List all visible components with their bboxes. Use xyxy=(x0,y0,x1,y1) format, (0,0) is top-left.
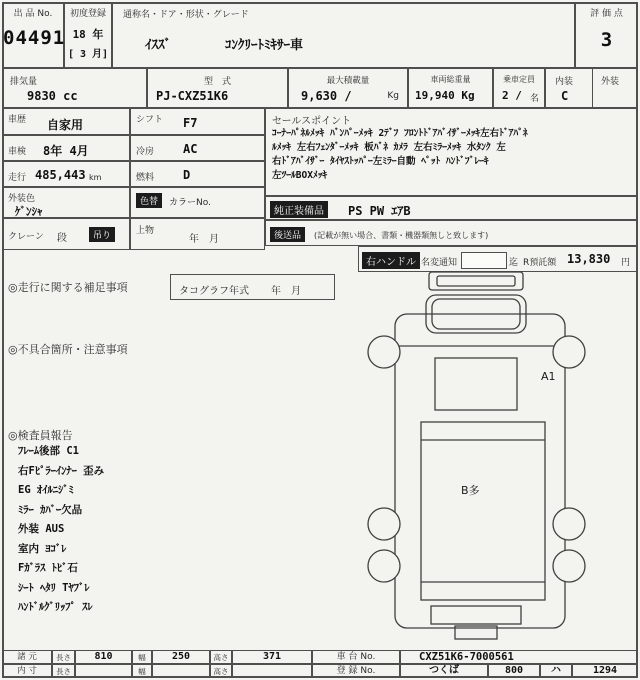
tachograph-label: タコグラフ年式 xyxy=(179,286,249,297)
inner-width-label: 幅 xyxy=(138,667,146,676)
shift-cell xyxy=(130,108,265,135)
dims-height-cell xyxy=(232,650,312,664)
rear-left-wheel xyxy=(368,550,400,582)
registration-no-label: 登 録 No. xyxy=(336,666,376,676)
first-registration-month: [ 3 月] xyxy=(67,49,109,60)
first-registration-label: 初度登録 xyxy=(69,9,106,19)
dims-length-label-cell xyxy=(52,650,75,664)
first-registration-cell xyxy=(64,2,112,68)
cooling-cell xyxy=(130,135,265,161)
capacity-value: 2 / xyxy=(502,89,522,102)
inner-length-label-cell xyxy=(52,664,75,678)
front-left-wheel xyxy=(368,336,400,368)
upper-body-label: 上物 xyxy=(136,226,155,236)
rear-bumper-shape xyxy=(431,606,521,624)
vehicle-diagram xyxy=(355,262,635,647)
inspection-value: 8年 4月 xyxy=(43,144,89,158)
gross-weight-label: 車両総重量 xyxy=(430,75,471,84)
crane-label: クレーン xyxy=(8,232,44,242)
dims-width-label-cell xyxy=(132,650,152,664)
inspector-report-item: 室内 ﾖｺﾞﾚ xyxy=(18,542,67,555)
mileage-unit: km xyxy=(89,173,102,182)
capacity-label: 乗車定員 xyxy=(503,75,535,84)
exterior-grade-label: 外装 xyxy=(601,77,620,87)
oem-equipment-value: PS PW ｴｱB xyxy=(348,204,411,218)
damage-annotation-b: B多 xyxy=(461,484,480,497)
registration-label-cell xyxy=(312,664,400,678)
length-label: 長さ xyxy=(56,653,71,662)
registration-area: つくば xyxy=(429,665,459,676)
displacement-cell xyxy=(2,68,147,108)
model-code-cell xyxy=(147,68,288,108)
cooling-value: AC xyxy=(183,142,198,156)
inner-height-label: 高さ xyxy=(213,667,229,676)
chassis-label-cell xyxy=(312,650,400,664)
body-color-cell xyxy=(2,187,130,218)
exhibit-no-cell xyxy=(2,2,64,68)
max-load-label: 最大積載量 xyxy=(326,76,370,86)
later-items-note: (記載が無い場合、書類・機器類無しと致します) xyxy=(314,231,489,240)
fuel-value: D xyxy=(183,168,191,182)
crane-tsuri-badge: 吊り xyxy=(89,227,115,242)
inspector-report-item: 外装 AUS xyxy=(18,523,65,535)
grade-cell xyxy=(545,68,638,108)
oem-equipment-badge: 純正装備品 xyxy=(270,201,328,218)
equipment-deck-shape xyxy=(435,358,517,410)
sales-point-line: ｺｰﾅｰﾊﾟﾈﾙﾒｯｷ ﾊﾞﾝﾊﾟｰﾒｯｷ 2ﾃﾞﾌ ﾌﾛﾝﾄﾄﾞｱﾊﾞｲｻﾞｰﾒｯｷ左右ﾄﾞｱﾊﾟﾈ xyxy=(272,128,528,139)
rear-left-wheel xyxy=(368,508,400,540)
registration-area-cell xyxy=(400,664,488,678)
first-registration-year: 18 年 xyxy=(72,28,104,41)
history-cell xyxy=(2,108,130,135)
inner-length-cell xyxy=(75,664,132,678)
inspector-heading: ◎検査員報告 xyxy=(8,429,73,442)
vehicle-model-name: ｺﾝｸﾘｰﾄﾐｷｻｰ車 xyxy=(225,38,304,53)
yen-label: 円 xyxy=(621,258,631,268)
inspector-report-list xyxy=(18,442,104,618)
inspector-report-item: Fｶﾞﾗｽ ﾄﾋﾞ石 xyxy=(18,562,78,574)
exhibit-no-value: 04491 xyxy=(3,27,66,49)
sales-point-label: セールスポイント xyxy=(272,116,352,127)
shift-label: シフト xyxy=(136,115,164,125)
crane-cell xyxy=(2,218,130,250)
registration-class: 800 xyxy=(504,665,524,676)
dims-height-label-cell xyxy=(210,650,232,664)
registration-number-cell xyxy=(572,664,638,678)
registration-number: 1294 xyxy=(592,665,618,676)
mileage-cell xyxy=(2,161,130,187)
height-value: 371 xyxy=(262,651,282,662)
mileage-label: 走行 xyxy=(8,173,27,183)
front-bumper-shape xyxy=(429,272,523,290)
inner-width-label-cell xyxy=(132,664,152,678)
upper-body-cell xyxy=(130,218,265,250)
chassis-no-label: 車 台 No. xyxy=(336,652,376,662)
exhibit-no-label: 出 品 No. xyxy=(13,9,53,19)
until-label: 迄 xyxy=(509,258,519,268)
inner-dims-cell xyxy=(2,664,52,678)
defects-heading: ◎不具合箇所・注意事項 xyxy=(8,343,128,356)
vehicle-name-cell xyxy=(112,2,575,68)
inspector-report-item: EG ｵｲﾙﾆｼﾞﾐ xyxy=(18,484,74,496)
color-change-badge: 色替 xyxy=(136,193,162,208)
displacement-label: 排気量 xyxy=(10,77,38,87)
history-value: 自家用 xyxy=(47,118,84,132)
inspector-report-item: 右Fﾋﾟﾗｰｲﾝﾅｰ 歪み xyxy=(18,464,105,477)
sales-point-text xyxy=(272,127,633,183)
cooling-label: 冷房 xyxy=(136,147,155,157)
inner-height-cell xyxy=(232,664,312,678)
history-label: 車歴 xyxy=(8,115,27,125)
right-handle-badge: 右ハンドル xyxy=(362,252,420,269)
rear-right-wheel xyxy=(553,550,585,582)
name-change-label: 名変通知 xyxy=(421,258,458,268)
grade-divider xyxy=(592,69,593,107)
dims-length-cell xyxy=(75,650,132,664)
body-color-label: 外装色 xyxy=(8,194,36,204)
inner-height-label-cell xyxy=(210,664,232,678)
inspector-report-item: ｼｰﾄ ﾍﾀﾘ Tﾔﾌﾞﾚ xyxy=(18,581,90,594)
max-load-unit: Kg xyxy=(387,91,399,101)
gross-weight-cell xyxy=(408,68,493,108)
vehicle-name-label: 通称名・ドア・形状・グレード xyxy=(123,10,249,20)
body-color-value: ｹﾞﾝｼｬ xyxy=(15,205,43,218)
later-items-badge: 後送品 xyxy=(270,227,305,242)
inspection-cell xyxy=(2,135,130,161)
dims-cell xyxy=(2,650,52,664)
later-items-cell xyxy=(265,220,638,246)
interior-grade-label: 内装 xyxy=(555,77,574,87)
inner-width-cell xyxy=(152,664,210,678)
mileage-value: 485,443 xyxy=(35,168,86,182)
registration-kana-cell xyxy=(540,664,572,678)
model-code-label: 型 式 xyxy=(203,77,231,87)
inspection-label: 車検 xyxy=(8,147,27,157)
oem-equipment-cell xyxy=(265,196,638,220)
interior-grade-value: C xyxy=(561,89,569,103)
fuel-cell xyxy=(130,161,265,187)
sales-point-cell xyxy=(265,108,638,196)
capacity-cell xyxy=(493,68,545,108)
inspector-report-item: ﾊﾝﾄﾞﾙｸﾞﾘｯﾌﾟ ｽﾚ xyxy=(18,601,93,613)
damage-annotation-a: A1 xyxy=(541,370,556,383)
vehicle-maker: ｲｽｽﾞ xyxy=(145,38,171,53)
gross-weight-value: 19,940 Kg xyxy=(415,89,475,102)
mileage-note-heading: ◎走行に関する補足事項 xyxy=(8,281,128,294)
capacity-unit: 名 xyxy=(529,94,539,104)
chassis-value-cell xyxy=(400,650,638,664)
fuel-label: 燃料 xyxy=(136,173,155,183)
inspector-report-item: ﾌﾚｰﾑ後部 C1 xyxy=(18,445,79,457)
sales-point-line: ﾙﾒｯｷ 左右ﾌｪﾝﾀﾞｰﾒｯｷ 板ﾊﾞﾈ ｶﾒﾗ 左右ﾐﾗｰﾒｯｷ 水ﾀﾝｸ 左 xyxy=(272,142,506,153)
evaluation-cell xyxy=(575,2,638,68)
tachograph-value: 年 月 xyxy=(271,286,301,297)
mixer-drum-shape xyxy=(421,422,545,600)
max-load-value: 9,630 / xyxy=(301,89,352,103)
deposit-value: 13,830 xyxy=(567,252,611,266)
inner-dims-label: 内 寸 xyxy=(17,666,37,676)
evaluation-score: 3 xyxy=(600,29,613,51)
sales-point-line: 左ﾂｰﾙBOXﾒｯｷ xyxy=(272,170,328,181)
inspector-report-item: ﾐﾗｰ ｶﾊﾞｰ欠品 xyxy=(18,503,83,516)
upper-body-value: 年 月 xyxy=(189,234,219,245)
registration-kana: ハ xyxy=(551,665,561,676)
registration-class-cell xyxy=(488,664,540,678)
length-value: 810 xyxy=(94,651,113,662)
inner-length-label: 長さ xyxy=(56,667,71,676)
dims-label: 諸 元 xyxy=(17,652,37,662)
max-load-cell xyxy=(288,68,408,108)
height-label: 高さ xyxy=(213,653,229,662)
deposit-label: R預託額 xyxy=(523,258,557,268)
displacement-value: 9830 cc xyxy=(27,89,78,103)
evaluation-label: 評 価 点 xyxy=(590,9,623,19)
color-change-cell xyxy=(130,187,265,218)
dims-width-cell xyxy=(152,650,210,664)
shift-value: F7 xyxy=(183,116,198,130)
model-code-value: PJ-CXZ51K6 xyxy=(156,89,229,103)
width-label: 幅 xyxy=(138,653,146,662)
sales-point-line: 右ﾄﾞｱﾊﾞｲｻﾞｰ ﾀｲﾔｽﾄｯﾊﾟｰ左ﾐﾗｰ自動 ﾍﾟｯﾄ ﾊﾝﾄﾞﾌﾞﾚｰｷ xyxy=(272,156,489,167)
front-right-wheel xyxy=(553,336,585,368)
width-value: 250 xyxy=(171,651,191,662)
rear-right-wheel xyxy=(553,508,585,540)
chassis-no-value: CXZ51K6-7000561 xyxy=(419,651,514,663)
tachograph-cell xyxy=(170,274,335,300)
crane-dan-label: 段 xyxy=(57,233,67,244)
color-no-label: カラーNo. xyxy=(169,198,211,208)
